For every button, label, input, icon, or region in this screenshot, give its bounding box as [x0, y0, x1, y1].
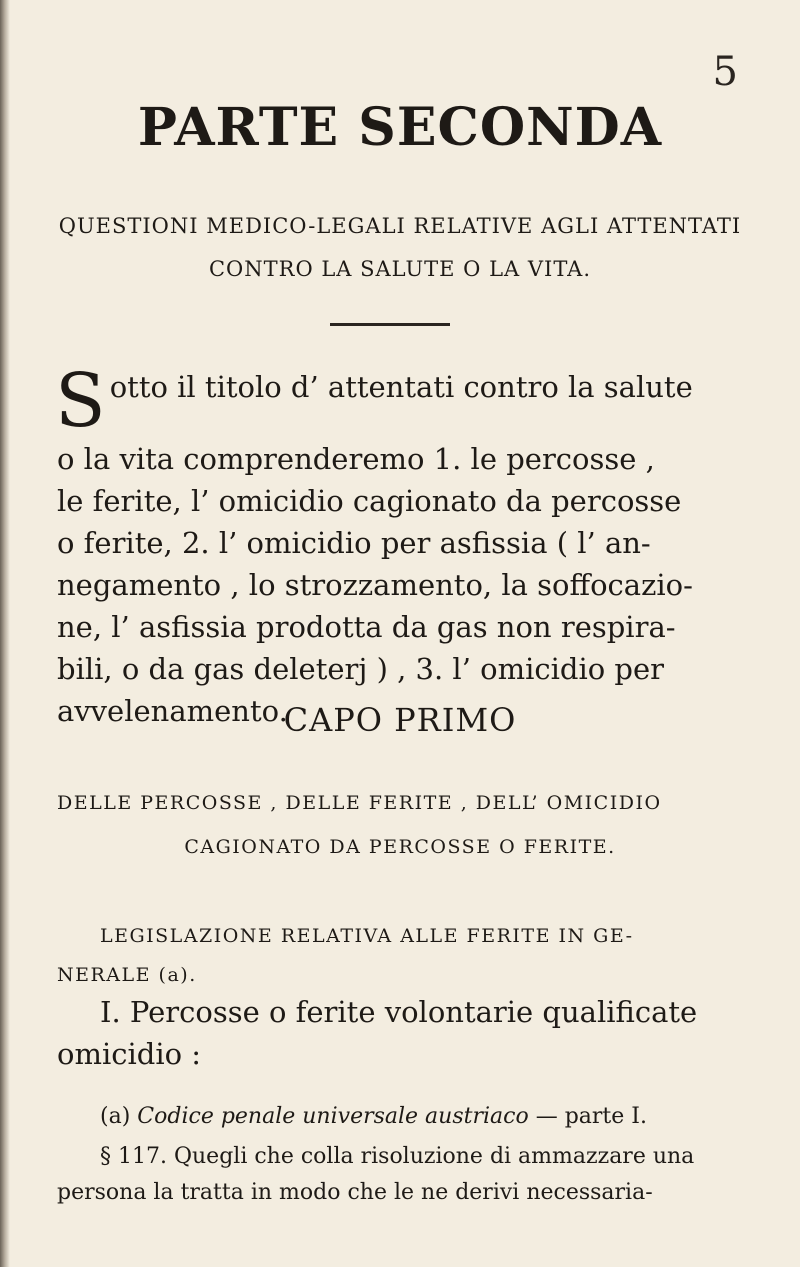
intro-line: avvelenamento. [57, 694, 288, 728]
subtitle-line-2: CONTRO LA SALUTE O LA VITA. [208, 257, 592, 281]
page-number: 5 [712, 49, 738, 95]
footnote-marker: (a) [100, 1104, 131, 1129]
intro-line: bili, o da gas deleterj ) , 3. l’ omicidio per [57, 652, 665, 686]
intro-line: le ferite, l’ omicidio cagionato da percosse [57, 484, 682, 518]
intro-line: otto il titolo d’ attentati contro la salute [109, 370, 693, 404]
section-divider [330, 323, 450, 326]
legislation-heading-line-1: LEGISLAZIONE RELATIVA ALLE FERITE IN GE- [100, 925, 634, 947]
legislation-heading-line-2: NERALE (a). [57, 964, 197, 986]
intro-line: ne, l’ asfissia prodotta da gas non respira- [57, 610, 676, 644]
drop-cap: S [55, 358, 106, 444]
chapter-title: CAPO PRIMO [283, 701, 517, 739]
article-line-2: omicidio : [57, 1037, 202, 1071]
chapter-subtitle-line-2: CAGIONATO DA PERCOSSE O FERITE. [184, 836, 616, 858]
intro-paragraph [55, 358, 757, 732]
intro-line: o ferite, 2. l’ omicidio per asfissia ( l’ an- [57, 526, 651, 560]
chapter-subtitle-line-1: DELLE PERCOSSE , DELLE FERITE , DELL’ OMICIDIO [57, 792, 662, 814]
intro-line: o la vita comprenderemo 1. le percosse , [57, 442, 655, 476]
part-title: PARTE SECONDA [137, 97, 663, 158]
article-line-1: I. Percosse o ferite volontarie qualificate [100, 995, 698, 1029]
footnote-line-2: persona la tratta in modo che le ne derivi necessaria- [57, 1180, 653, 1205]
subtitle-line-1: QUESTIONI MEDICO-LEGALI RELATIVE AGLI ATTENTATI [58, 214, 742, 238]
intro-line: negamento , lo strozzamento, la soffocazio- [57, 568, 693, 602]
page-binding-edge [0, 0, 10, 1267]
footnote-title: Codice penale universale austriaco [137, 1104, 529, 1129]
footnote-title-suffix: — parte I. [535, 1104, 647, 1129]
footnote-line-1: § 117. Quegli che colla risoluzione di ammazzare una [100, 1144, 695, 1169]
footnote-heading [100, 1100, 800, 1134]
